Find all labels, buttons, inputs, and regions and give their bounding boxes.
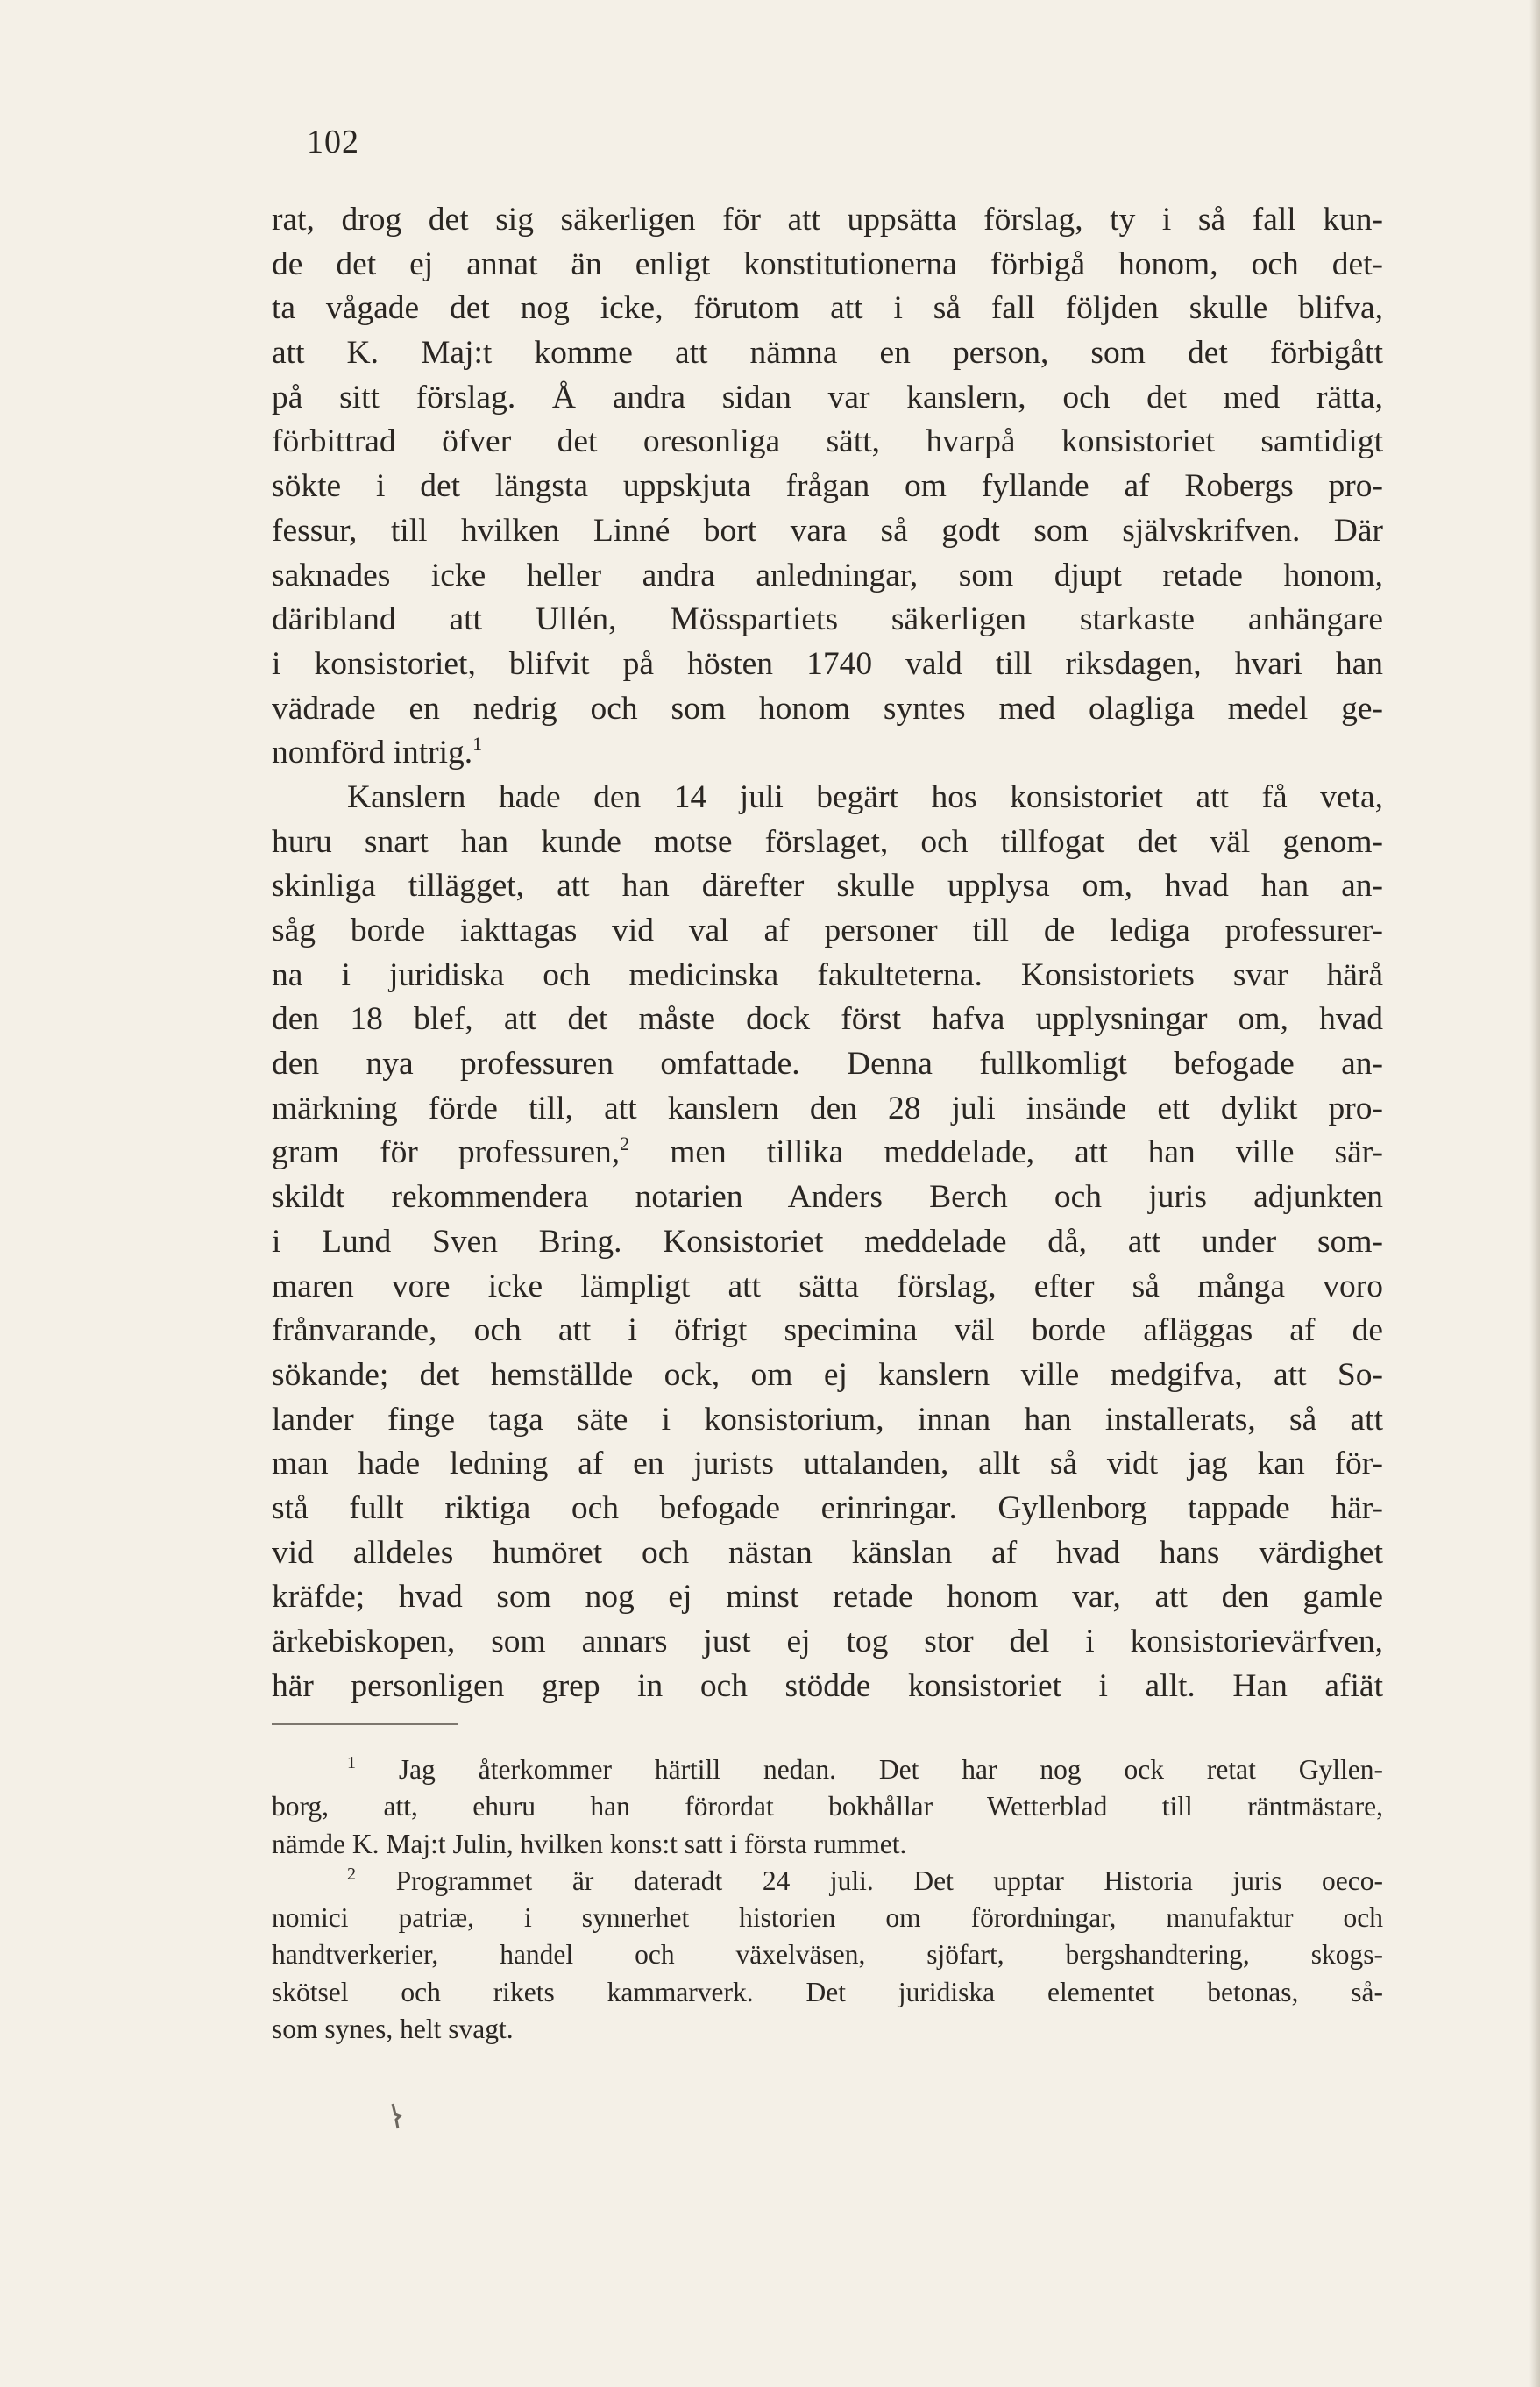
text-line-with-note xyxy=(272,1131,1383,1176)
text-line: maren vore icke lämpligt att sätta förslag, efter så många voro xyxy=(272,1268,1383,1304)
footnote-1-line: nämde K. Maj:t Julin, hvilken kons:t satt i första rummet. xyxy=(272,1828,907,1859)
text-line: i konsistoriet, blifvit på hösten 1740 vald till riksdagen, hvari han xyxy=(272,645,1383,682)
text-line: märkning förde till, att kanslern den 28 juli insände ett dylikt pro- xyxy=(272,1090,1383,1126)
text-line: sökte i det längsta uppskjuta frågan om fyllande af Robergs pro- xyxy=(272,468,1383,505)
text-line: de det ej annat än enligt konstitutionerna förbigå honom, och det- xyxy=(272,245,1383,282)
text-line: på sitt förslag. Å andra sidan var kanslern, och det med rätta, xyxy=(272,379,1383,416)
footnote-reference-2: 2 xyxy=(620,1133,630,1155)
footnote-2-line: skötsel och rikets kammarverk. Det juridiska elementet betonas, så- xyxy=(272,1976,1383,2007)
text-line: förbittrad öfver det oresonliga sätt, hvarpå konsistoriet samtidigt xyxy=(272,423,1383,460)
footnote-2-line: som synes, helt svagt. xyxy=(272,2014,514,2045)
text-line-paragraph-end xyxy=(272,731,1383,776)
text-line: här personligen grep in och stödde konsistoriet i allt. Han afiät xyxy=(272,1667,1383,1704)
body-text xyxy=(272,198,1383,1709)
footnotes xyxy=(272,1751,1383,2048)
text-line: däribland att Ullén, Mösspartiets säkerligen starkaste anhängare xyxy=(272,601,1383,638)
text-line: ärkebiskopen, som annars just ej tog stor del i konsistorievärfven, xyxy=(272,1623,1383,1659)
footnote-text: Jag återkommer härtill nedan. Det har nog ock retat Gyllen- xyxy=(398,1754,1383,1785)
text-line: ta vågade det nog icke, förutom att i så fall följden skulle blifva, xyxy=(272,290,1383,327)
text-line-content: nomförd intrig. xyxy=(272,735,473,771)
footnote-2-marker: 2 xyxy=(347,1864,356,1884)
text-line: vädrade en nedrig och som honom syntes med olagliga medel ge- xyxy=(272,690,1383,727)
text-line: fessur, till hvilken Linné bort vara så godt som självskrifven. Där xyxy=(272,512,1383,549)
text-line-paragraph-start: Kanslern hade den 14 juli begärt hos konsistoriet att få veta, xyxy=(347,778,1383,815)
text-line: i Lund Sven Bring. Konsistoriet meddelade då, att under som- xyxy=(272,1223,1383,1260)
footnote-divider xyxy=(272,1723,458,1725)
footnote-1-line xyxy=(272,1751,1383,1788)
text-line: stå fullt riktiga och befogade erinringar. Gyllenborg tappade här- xyxy=(272,1489,1383,1526)
text-line: vid alldeles humöret och nästan känslan af hvad hans värdighet xyxy=(272,1534,1383,1571)
text-line: sökande; det hemställde ock, om ej kanslern ville medgifva, att So- xyxy=(272,1356,1383,1393)
text-line: frånvarande, och att i öfrigt specimina väl borde afläggas af de xyxy=(272,1312,1383,1349)
text-line: huru snart han kunde motse förslaget, och tillfogat det väl genom- xyxy=(272,823,1383,860)
text-line: att K. Maj:t komme att nämna en person, som det förbigått xyxy=(272,335,1383,372)
text-line: skinliga tillägget, att han därefter skulle upplysa om, hvad han an- xyxy=(272,868,1383,905)
text-line: kräfde; hvad som nog ej minst retade honom var, att den gamle xyxy=(272,1579,1383,1616)
text-line: saknades icke heller andra anledningar, som djupt retade honom, xyxy=(272,557,1383,593)
footnote-1-line: borg, att, ehuru han förordat bokhållar Wetterblad till räntmästare, xyxy=(272,1791,1383,1822)
footnote-text: Programmet är dateradt 24 juli. Det upptar Historia juris oeco- xyxy=(395,1865,1383,1896)
footnote-reference-1: 1 xyxy=(472,733,483,756)
text-line-tail: men tillika meddelade, att han ville sär- xyxy=(629,1134,1383,1171)
text-line: na i juridiska och medicinska fakulteterna. Konsistoriets svar härå xyxy=(272,956,1383,993)
text-line-content: gram för professuren, xyxy=(272,1134,621,1171)
text-line: skildt rekommendera notarien Anders Berch och juris adjunkten xyxy=(272,1179,1383,1216)
text-line: lander finge taga säte i konsistorium, innan han installerats, så att xyxy=(272,1401,1383,1438)
footnote-2-line: handtverkerier, handel och växelväsen, sjöfart, bergshandtering, skogs- xyxy=(272,1939,1383,1971)
ink-mark xyxy=(389,2102,403,2130)
page-edge-shadow xyxy=(1529,0,1540,2387)
text-line: den 18 blef, att det måste dock först hafva upplysningar om, hvad xyxy=(272,1001,1383,1038)
footnote-2-line: nomici patriæ, i synnerhet historien om förordningar, manufaktur och xyxy=(272,1902,1383,1934)
footnote-2-line xyxy=(272,1863,1383,1900)
text-line: man hade ledning af en jurists uttalanden, allt så vidt jag kan för- xyxy=(272,1446,1383,1482)
page-number: 102 xyxy=(307,124,359,160)
footnote-1-marker: 1 xyxy=(347,1753,356,1772)
text-line: den nya professuren omfattade. Denna fullkomligt befogade an- xyxy=(272,1046,1383,1083)
text-line: rat, drog det sig säkerligen för att uppsätta förslag, ty i så fall kun- xyxy=(272,202,1383,238)
text-line: såg borde iakttagas vid val af personer till de lediga professurer- xyxy=(272,913,1383,948)
